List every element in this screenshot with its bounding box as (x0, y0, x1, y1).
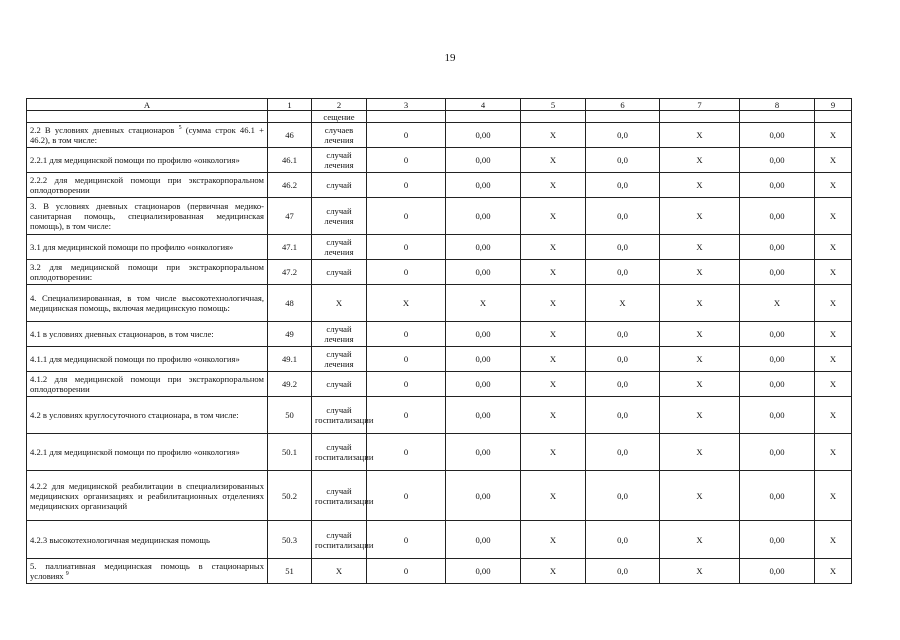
value-cell: 0 (367, 148, 446, 173)
value-cell: 0,00 (740, 260, 815, 285)
continuation-row (27, 111, 852, 123)
row-description (27, 397, 268, 434)
value-cell: X (660, 260, 740, 285)
value-cell: X (815, 322, 852, 347)
table-row (27, 198, 852, 235)
value-cell: X (815, 521, 852, 559)
row-description-text: 2.2.1 для медицинской помощи по профилю «онкология» (30, 155, 240, 165)
value-cell: 0,00 (740, 235, 815, 260)
column-header: 2 (312, 99, 367, 111)
value-cell: 0 (367, 521, 446, 559)
value-cell: X (367, 285, 446, 322)
row-code: 50.2 (268, 471, 312, 521)
table-row (27, 559, 852, 584)
table-row (27, 372, 852, 397)
unit-cell: случай лечения (312, 322, 367, 347)
value-cell: 0,0 (586, 148, 660, 173)
table-cell (586, 111, 660, 123)
row-code: 46.2 (268, 173, 312, 198)
value-cell: X (521, 198, 586, 235)
value-cell: X (521, 173, 586, 198)
value-cell: 0,0 (586, 434, 660, 471)
row-description (27, 235, 268, 260)
value-cell: 0,00 (740, 322, 815, 347)
unit-cell: случай лечения (312, 235, 367, 260)
value-cell: 0 (367, 260, 446, 285)
value-cell: X (815, 123, 852, 148)
row-code: 46.1 (268, 148, 312, 173)
value-cell: X (815, 372, 852, 397)
table-row (27, 235, 852, 260)
column-header: 5 (521, 99, 586, 111)
unit-cell: случай (312, 372, 367, 397)
value-cell: X (660, 434, 740, 471)
row-description-text: 4.1.2 для медицинской помощи при экстракорпоральном оплодотворении (30, 374, 264, 394)
value-cell: X (521, 260, 586, 285)
value-cell: 0,00 (446, 123, 521, 148)
row-code: 48 (268, 285, 312, 322)
table-row (27, 285, 852, 322)
value-cell: X (660, 123, 740, 148)
row-description-text: 5. паллиативная медицинская помощь в стационарных условиях (30, 561, 264, 581)
value-cell: X (815, 148, 852, 173)
value-cell: X (521, 521, 586, 559)
table-cell (815, 111, 852, 123)
value-cell: X (815, 559, 852, 584)
row-code: 51 (268, 559, 312, 584)
value-cell: 0 (367, 434, 446, 471)
value-cell: X (660, 397, 740, 434)
row-description (27, 285, 268, 322)
value-cell: 0,0 (586, 198, 660, 235)
table-cell (740, 111, 815, 123)
value-cell: 0,00 (740, 434, 815, 471)
column-header: 1 (268, 99, 312, 111)
row-description (27, 148, 268, 173)
row-description (27, 347, 268, 372)
row-code: 50 (268, 397, 312, 434)
value-cell: 0,0 (586, 397, 660, 434)
value-cell: X (660, 559, 740, 584)
column-header: 8 (740, 99, 815, 111)
unit-cell: случай лечения (312, 148, 367, 173)
value-cell: 0,00 (740, 123, 815, 148)
column-header: 7 (660, 99, 740, 111)
value-cell: 0,00 (446, 372, 521, 397)
value-cell: 0,00 (446, 397, 521, 434)
value-cell: 0,0 (586, 372, 660, 397)
value-cell: X (521, 235, 586, 260)
table-row (27, 397, 852, 434)
value-cell: 0 (367, 397, 446, 434)
table-row (27, 434, 852, 471)
value-cell: 0,00 (740, 372, 815, 397)
value-cell: X (740, 285, 815, 322)
value-cell: X (660, 521, 740, 559)
row-code: 49 (268, 322, 312, 347)
table-cell (446, 111, 521, 123)
footnote-marker: 9 (65, 571, 69, 578)
value-cell: X (815, 471, 852, 521)
value-cell: 0,00 (740, 471, 815, 521)
value-cell: X (660, 148, 740, 173)
table-cell (367, 111, 446, 123)
value-cell: 0,00 (446, 559, 521, 584)
table-cell (660, 111, 740, 123)
value-cell: X (815, 235, 852, 260)
value-cell: X (586, 285, 660, 322)
value-cell: X (660, 198, 740, 235)
value-cell: X (815, 285, 852, 322)
value-cell: X (660, 235, 740, 260)
value-cell: 0,0 (586, 123, 660, 148)
row-description-text: 4.2.2 для медицинской реабилитации в специализированных медицинских организациях и реабилитационных отделениях медицинских организаций (30, 480, 264, 511)
table-row (27, 123, 852, 148)
value-cell: 0,00 (446, 521, 521, 559)
row-description-text: 4.1 в условиях дневных стационаров, в том числе: (30, 329, 214, 339)
value-cell: X (521, 123, 586, 148)
table-cell (268, 111, 312, 123)
row-description-text: 4.2.1 для медицинской помощи по профилю «онкология» (30, 447, 240, 457)
column-header: 3 (367, 99, 446, 111)
row-description (27, 471, 268, 521)
value-cell: X (815, 173, 852, 198)
value-cell: 0,0 (586, 235, 660, 260)
footnote-marker: 5 (178, 125, 182, 132)
value-cell: X (660, 372, 740, 397)
value-cell: 0,00 (446, 347, 521, 372)
value-cell: 0,00 (446, 148, 521, 173)
value-cell: 0,0 (586, 521, 660, 559)
value-cell: X (521, 471, 586, 521)
column-header: 9 (815, 99, 852, 111)
value-cell: 0,0 (586, 260, 660, 285)
unit-cell: случаев лечения (312, 123, 367, 148)
value-cell: 0 (367, 235, 446, 260)
unit-cell: X (312, 285, 367, 322)
value-cell: 0,00 (446, 471, 521, 521)
row-description-text: 2.2 В условиях дневных стационаров (30, 125, 175, 135)
table-header-row (27, 99, 852, 111)
table-row (27, 347, 852, 372)
column-header: A (27, 99, 268, 111)
value-cell: 0 (367, 347, 446, 372)
row-description (27, 434, 268, 471)
row-code: 46 (268, 123, 312, 148)
table-cell: сещение (312, 111, 367, 123)
unit-cell: случай госпитализации (312, 434, 367, 471)
value-cell: 0,00 (446, 235, 521, 260)
row-description-text: 3.2 для медицинской помощи при экстракорпоральном оплодотворении: (30, 262, 264, 282)
row-description (27, 372, 268, 397)
row-code: 49.1 (268, 347, 312, 372)
value-cell: X (660, 347, 740, 372)
value-cell: 0,00 (446, 260, 521, 285)
value-cell: 0 (367, 372, 446, 397)
medical-care-table (26, 98, 852, 584)
value-cell: X (521, 434, 586, 471)
value-cell: 0 (367, 123, 446, 148)
column-header: 6 (586, 99, 660, 111)
table-row (27, 471, 852, 521)
row-description (27, 322, 268, 347)
value-cell: 0,0 (586, 173, 660, 198)
value-cell: X (815, 347, 852, 372)
value-cell: 0,0 (586, 322, 660, 347)
value-cell: 0,00 (740, 347, 815, 372)
value-cell: 0,00 (740, 397, 815, 434)
row-description-text: 3.1 для медицинской помощи по профилю «онкология» (30, 242, 234, 252)
value-cell: 0,00 (740, 148, 815, 173)
value-cell: 0 (367, 559, 446, 584)
value-cell: X (521, 559, 586, 584)
row-description-text: 3. В условиях дневных стационаров (первичная медико-санитарная помощь, специализированная медицинская помощь), в том числе: (30, 201, 264, 231)
row-description (27, 521, 268, 559)
row-description (27, 123, 268, 148)
value-cell: 0,00 (740, 559, 815, 584)
row-description-text: 4.2 в условиях круглосуточного стационара, в том числе: (30, 410, 239, 420)
value-cell: X (521, 347, 586, 372)
row-description (27, 260, 268, 285)
row-code: 47.2 (268, 260, 312, 285)
value-cell: 0,00 (446, 173, 521, 198)
value-cell: 0,0 (586, 559, 660, 584)
unit-cell: случай лечения (312, 198, 367, 235)
value-cell: X (446, 285, 521, 322)
value-cell: X (660, 471, 740, 521)
unit-cell: случай госпитализации (312, 471, 367, 521)
value-cell: 0,00 (446, 322, 521, 347)
value-cell: X (815, 434, 852, 471)
row-code: 47 (268, 198, 312, 235)
table-row (27, 521, 852, 559)
unit-cell: случай (312, 173, 367, 198)
unit-cell: случай (312, 260, 367, 285)
value-cell: 0,00 (740, 198, 815, 235)
column-header: 4 (446, 99, 521, 111)
value-cell: 0,0 (586, 347, 660, 372)
value-cell: X (521, 148, 586, 173)
table-row (27, 260, 852, 285)
value-cell: 0 (367, 322, 446, 347)
value-cell: 0 (367, 173, 446, 198)
value-cell: 0,00 (740, 521, 815, 559)
row-code: 50.1 (268, 434, 312, 471)
row-code: 49.2 (268, 372, 312, 397)
value-cell: 0 (367, 198, 446, 235)
row-description-text: 2.2.2 для медицинской помощи при экстракорпоральном оплодотворении (30, 175, 264, 195)
unit-cell: X (312, 559, 367, 584)
value-cell: 0,0 (586, 471, 660, 521)
table-row (27, 148, 852, 173)
row-description-text: 4.2.3 высокотехнологичная медицинская помощь (30, 534, 210, 545)
value-cell: X (815, 397, 852, 434)
unit-cell: случай лечения (312, 347, 367, 372)
value-cell: X (521, 397, 586, 434)
value-cell: X (521, 285, 586, 322)
table-cell (521, 111, 586, 123)
table-row (27, 322, 852, 347)
row-description (27, 559, 268, 584)
value-cell: X (815, 260, 852, 285)
value-cell: X (660, 322, 740, 347)
value-cell: X (521, 322, 586, 347)
page-number: 19 (444, 52, 456, 64)
value-cell: 0,00 (446, 198, 521, 235)
unit-cell: случай госпитализации (312, 521, 367, 559)
value-cell: 0,00 (446, 434, 521, 471)
value-cell: 0 (367, 471, 446, 521)
row-description-text: 4.1.1 для медицинской помощи по профилю «онкология» (30, 354, 240, 364)
value-cell: X (660, 285, 740, 322)
value-cell: X (521, 372, 586, 397)
row-description (27, 198, 268, 235)
value-cell: X (815, 198, 852, 235)
row-description-text: (сумма строк 46.1 + 46.2), в том числе: (30, 125, 264, 145)
row-code: 47.1 (268, 235, 312, 260)
table-cell (27, 111, 268, 123)
row-description-text: 4. Специализированная, в том числе высокотехнологичная, медицинская помощь, включая медицинскую помощь: (30, 293, 264, 313)
unit-cell: случай госпитализации (312, 397, 367, 434)
row-code: 50.3 (268, 521, 312, 559)
row-description (27, 173, 268, 198)
table-row (27, 173, 852, 198)
table-body (27, 99, 852, 584)
value-cell: 0,00 (740, 173, 815, 198)
value-cell: X (660, 173, 740, 198)
